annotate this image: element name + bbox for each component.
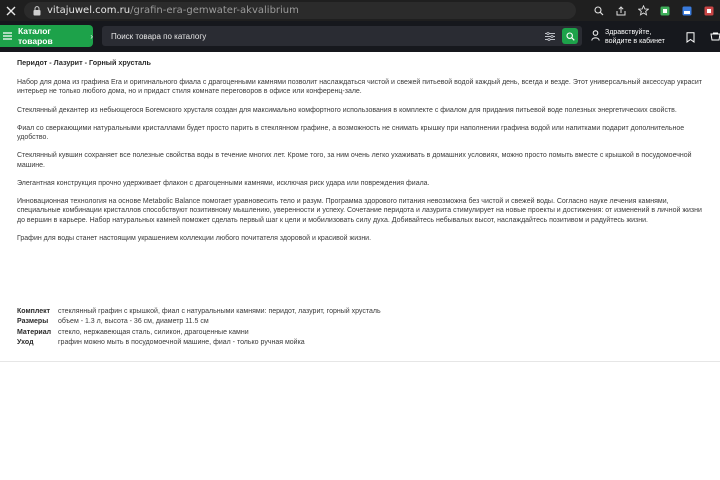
spec-value: стекло, нержавеющая сталь, силикон, драгоценные камни bbox=[58, 328, 249, 336]
url-path: /grafin-era-gemwater-akvalibrium bbox=[130, 5, 299, 16]
login-link[interactable] bbox=[591, 26, 665, 48]
spec-row bbox=[17, 307, 381, 317]
filter-icon[interactable] bbox=[542, 28, 558, 44]
close-icon[interactable] bbox=[0, 0, 22, 21]
description-paragraph: Стеклянный декантер из небьющегося Богемского хрусталя создан для максимально комфортного использования в комплекте с фиалом для придания питьевой воде полезных энергетических свойств. bbox=[17, 106, 677, 114]
extension-green-icon[interactable] bbox=[654, 0, 676, 21]
spec-key: Материал bbox=[17, 328, 52, 336]
menu-icon bbox=[3, 27, 12, 45]
catalog-button[interactable] bbox=[0, 25, 93, 47]
star-icon[interactable] bbox=[632, 0, 654, 21]
search-box bbox=[102, 26, 582, 46]
description-paragraph: Графин для воды станет настоящим украшением коллекции любого почитателя здоровой и красивой жизни. bbox=[17, 234, 372, 242]
spec-value: стеклянный графин с крышкой, фиал с натуральными камнями: перидот, лазурит, горный хрусталь bbox=[58, 308, 381, 315]
lock-icon bbox=[32, 6, 41, 16]
bookmark-icon[interactable] bbox=[684, 30, 696, 44]
specs-table bbox=[17, 307, 381, 348]
login-cta: войдите в кабинет bbox=[605, 38, 665, 45]
login-greeting: Здравствуйте, bbox=[605, 29, 652, 36]
spec-row bbox=[17, 328, 381, 338]
description-paragraph: Инновационная технология на основе Metabolic Balance помогает уравновесить тело и разум. Программа здорового питания невозможна без чистой и свежей воды. Согласно науке лечения камнями, специальные комбинации кристаллов способствуют позитивному мышлению, уверенности и успеху. Сочетание перидота и лазурита стимулирует на новые проекты и достижения: от изменений в личной жизни до вершин в карьере. Набор натуральных камней поможет сделать первый шаг к цели и мобилизовать силу духа. Добивайтесь небывалых высот, наслаждайтесь позитивом и радуйтесь жизни. bbox=[17, 197, 702, 224]
search-icon[interactable] bbox=[588, 0, 610, 21]
spec-key: Размеры bbox=[17, 318, 49, 326]
extension-blue-icon[interactable] bbox=[676, 0, 698, 21]
spec-row bbox=[17, 317, 381, 327]
description-paragraph: Стеклянный кувшин сохраняет все полезные свойства воды в течение многих лет. Кроме того, за ним очень легко ухаживать в домашних условиях, можно просто помыть вместе с крышкой в посудомоечной машине. bbox=[17, 152, 692, 169]
spec-row bbox=[17, 338, 381, 348]
share-icon[interactable] bbox=[610, 0, 632, 21]
description-paragraph: Элегантная конструкция прочно удерживает флакон с драгоценными камнями, исключая риск удара или повреждения фиала. bbox=[17, 179, 430, 187]
chevron-right-icon: › bbox=[90, 31, 93, 41]
extension-red-icon[interactable] bbox=[698, 0, 720, 21]
catalog-label: Каталог товаров bbox=[18, 26, 53, 46]
browser-toolbar bbox=[0, 0, 720, 21]
spec-key: Комплект bbox=[17, 308, 51, 315]
site-header bbox=[0, 21, 720, 52]
search-icon bbox=[566, 32, 575, 41]
description-paragraph: Набор для дома из графина Era и оригинального фиала с драгоценными камнями позволит наслаждаться чистой и свежей питьевой водой каждый день, всегда и везде. Этот универсальный аксессуар украсит интерьер не только любого дома, но и придаст стиля комнате переговоров в офисе или конференц-зале. bbox=[17, 79, 702, 96]
section-divider bbox=[0, 361, 720, 362]
search-input[interactable] bbox=[102, 26, 532, 46]
spec-value: объем - 1.3 л, высота - 36 см, диаметр 11.5 см bbox=[58, 318, 209, 326]
product-description bbox=[17, 58, 707, 252]
description-paragraph: Фиал со сверкающими натуральными кристаллами будет просто парить в стеклянном графине, а возможность не снимать крышку при наполнении графина водой или напитками подарит дополнительное удобство. bbox=[17, 124, 685, 141]
product-subtitle: Перидот - Лазурит - Горный хрусталь bbox=[17, 58, 151, 67]
spec-value: графин можно мыть в посудомоечной машине, фиал - только ручная мойка bbox=[58, 338, 305, 346]
address-bar[interactable] bbox=[24, 2, 576, 19]
url-domain: vitajuwel.com.ru bbox=[47, 5, 131, 16]
spec-key: Уход bbox=[17, 338, 34, 346]
user-icon bbox=[591, 28, 600, 46]
cart-icon[interactable] bbox=[709, 30, 720, 44]
search-submit-button[interactable] bbox=[562, 28, 578, 44]
